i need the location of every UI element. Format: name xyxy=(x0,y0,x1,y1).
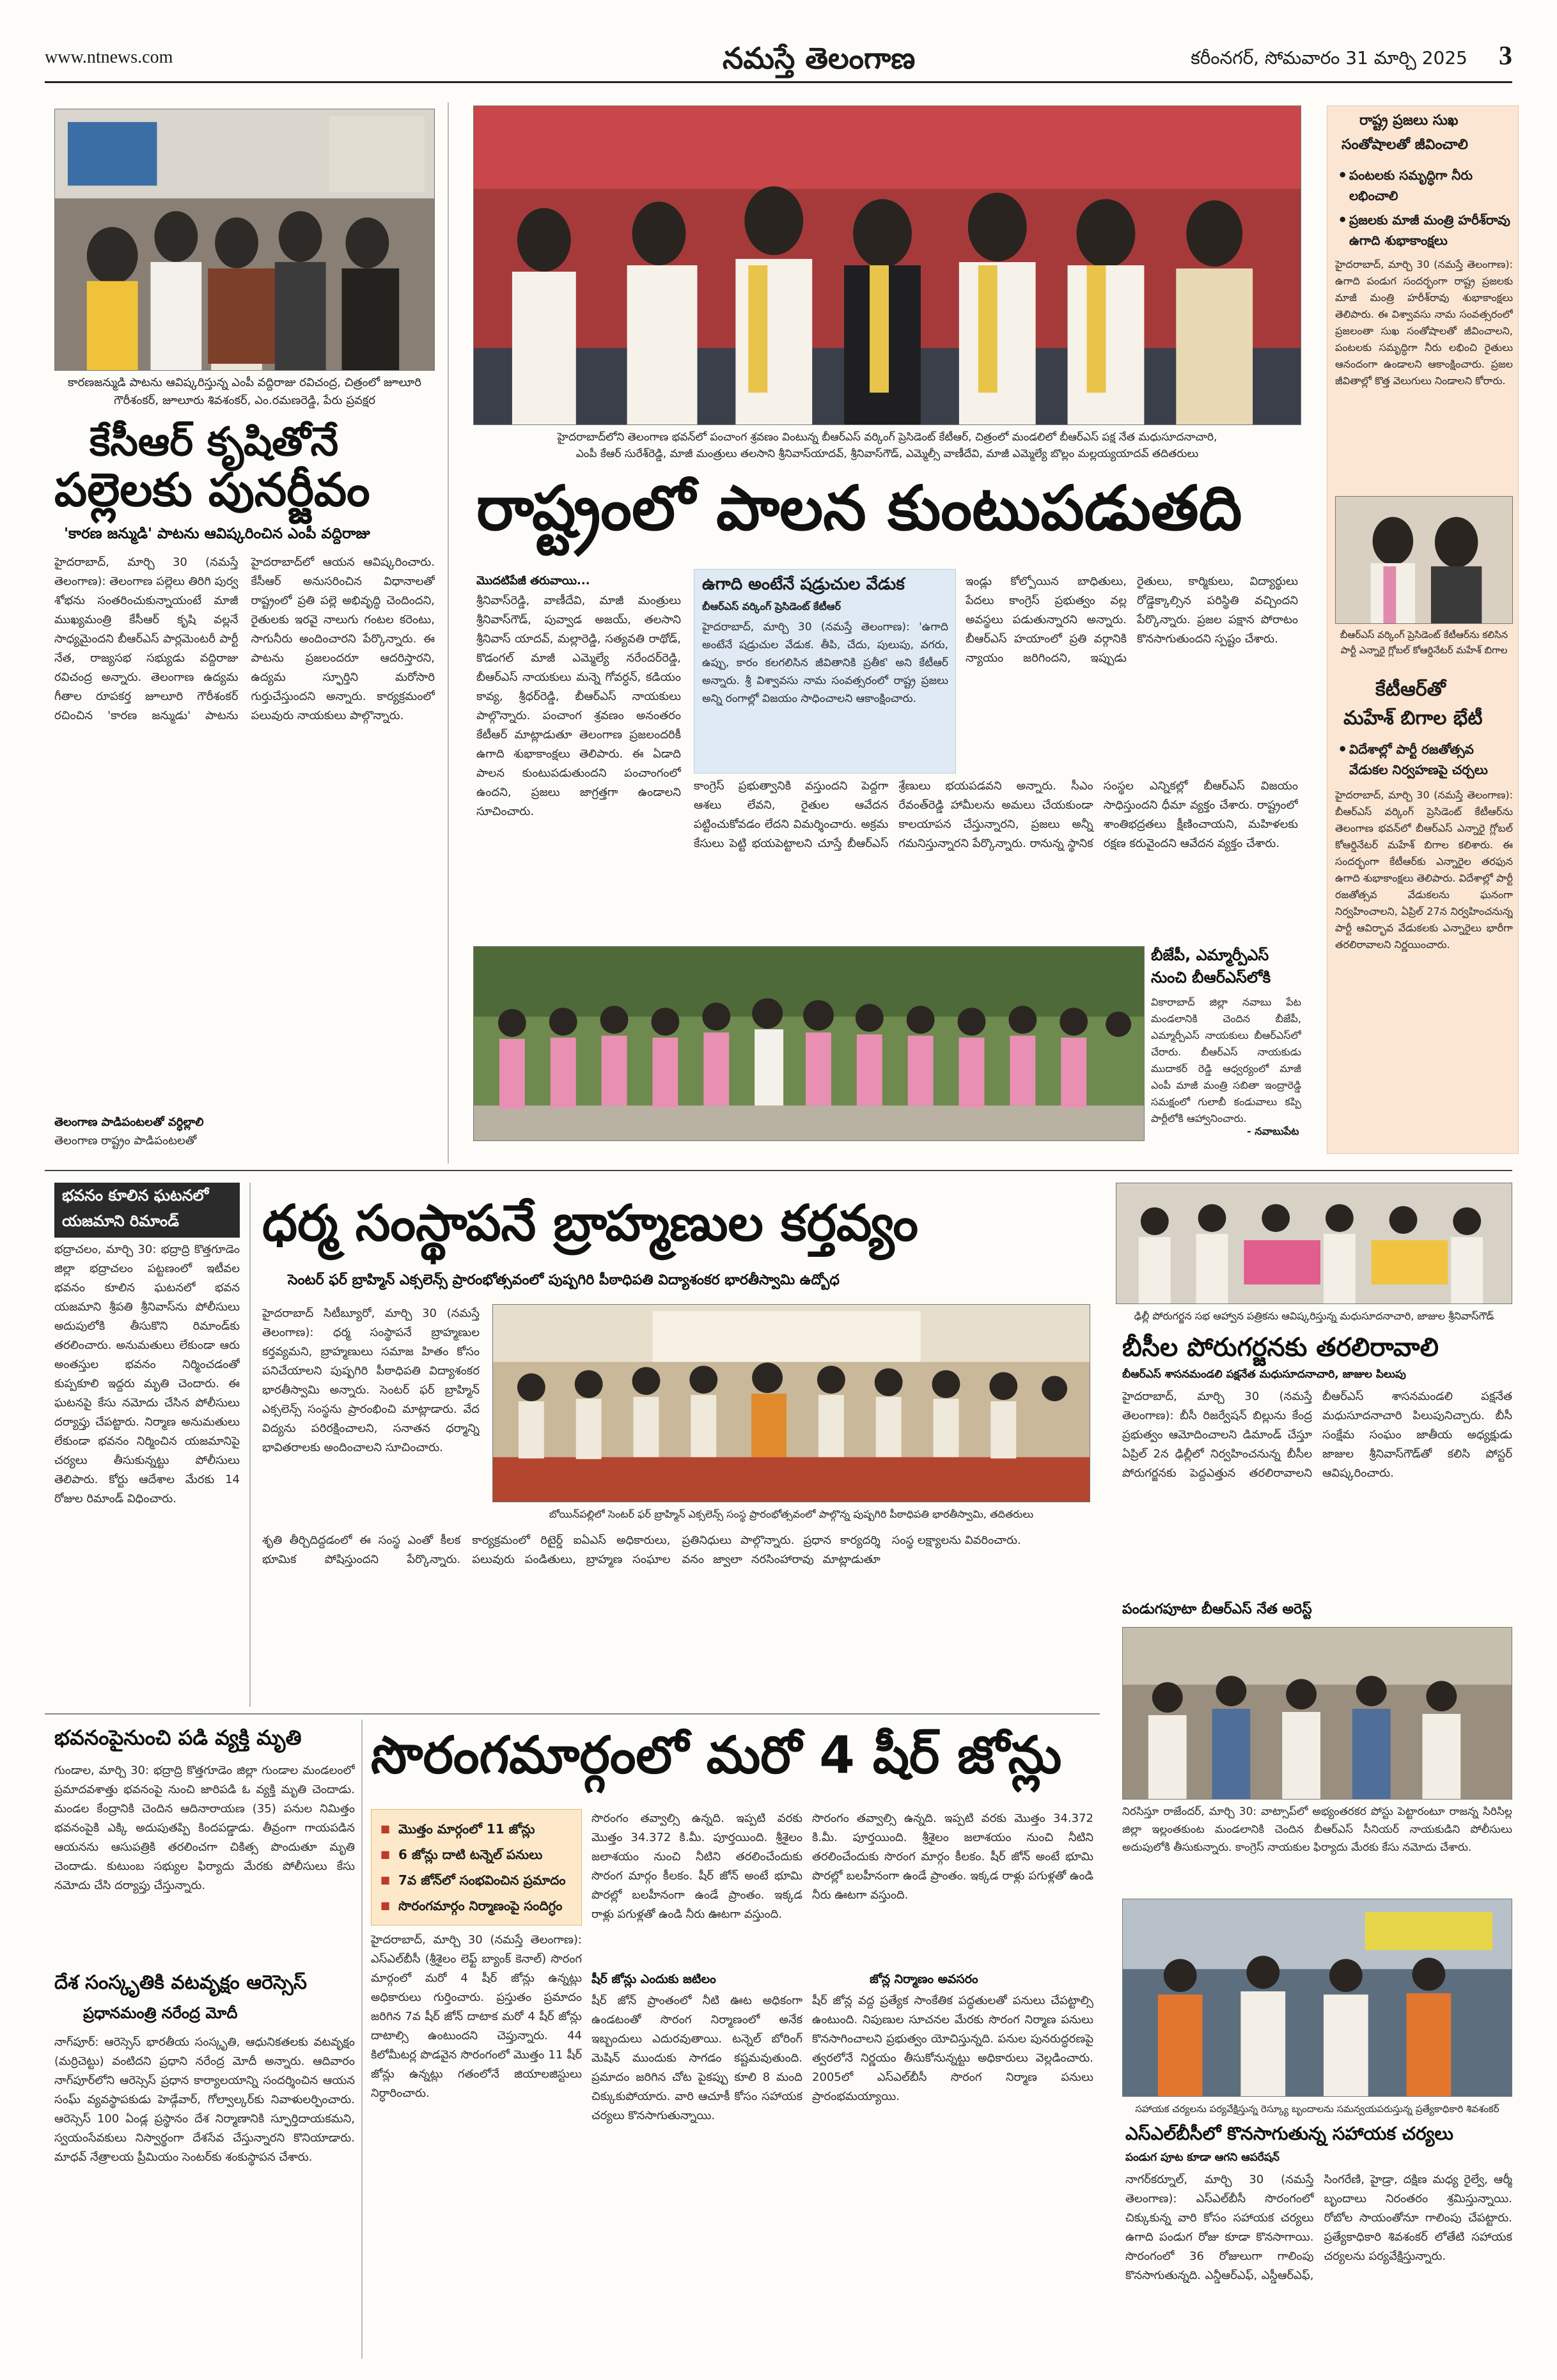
song-launch-photo xyxy=(54,109,435,371)
arrest-caption: నిరసిస్తూ రాజేందర్, మార్చి 30: వాట్సాప్‌లో అభ్యంతరకర పోస్టు పెట్టారంటూ రాజన్న సిరిసిల్ల జిల్లా ఇల్లంతకుంట మండలానికి చెందిన బీఆర్ఎస్ సీనియర్ నాయకుడిని పోలీసులు అదుపులోకి తీసుకున్నారు. కాంగ్రెస్ నాయకుల ఫిర్యాదు మేరకు కేసు నమోదు చేశారు. xyxy=(1122,1805,1512,1854)
ktr-mahesh-bullet-1: • విదేశాల్లో పార్టీ రజతోత్సవ వేడుకల నిర్వహణపై చర్చలు xyxy=(1335,739,1514,780)
dharma-photo xyxy=(492,1304,1090,1502)
kcr-subhead: 'కారణ జన్ముడి' పాటను ఆవిష్కరించిన ఎంపీ వద్దిరాజు xyxy=(64,525,370,542)
ktr-mahesh-headline-2: మహేశ్ బిగాల భేటీ xyxy=(1343,707,1483,729)
dharma-body-left: హైదరాబాద్ సిటీబ్యూరో, మార్చి 30 (నమస్తే తెలంగాణ): ధర్మ సంస్థాపనే బ్రాహ్మణుల కర్తవ్యమని, బ్రాహ్మణులు సమాజ హితం కోసం పనిచేయాలని పుష్పగిరి పీఠాధిపతి విద్యాశంకర భారతీస్వామి అన్నారు. సెంటర్ ఫర్ బ్రాహ్మిన్ ఎక్సలెన్స్ సంస్థను ప్రారంభించి మాట్లాడారు. వేద విద్యను పరిరక్షించాలని, సనాతన ధర్మాన్ని భావితరాలకు అందించాలని సూచించారు. xyxy=(262,1307,480,1454)
section-divider-2 xyxy=(45,1713,1100,1715)
sidebar-title-2: సంతోషాలతో జీవించాలి xyxy=(1342,137,1468,153)
lead-body-bottom: కాంగ్రెస్ ప్రభుత్వానికి వస్తుందని పెద్దగా ఆశలు లేవని, రైతుల ఆవేదన పట్టించుకోవడం లేదని విమర్శించారు. అక్రమ కేసులు పెట్టి భయపెట్టాలని చూస్తే బీఆర్ఎస్ శ్రేణులు భయపడవని అన్నారు. సీఎం రేవంత్‌రెడ్డి హామీలను అమలు చేయకుండా కాలయాపన చేస్తున్నారని, ప్రజలు అన్నీ గమనిస్తున్నారని పేర్కొన్నారు. రానున్న స్థానిక సంస్థల ఎన్నికల్లో బీఆర్ఎస్ విజయం సాధిస్తుందని ధీమా వ్యక్తం చేశారు. రాష్ట్రంలో శాంతిభద్రతలు క్షీణించాయని, మహిళలకు రక్షణ కరువైందని ఆవేదన వ్యక్తం చేశారు. xyxy=(694,779,1298,850)
ugadi-box-title: ఉగాది అంటేనే షడ్రుచుల వేడుక xyxy=(702,575,905,594)
kcr-tail-body: తెలంగాణ రాష్ట్రం పాడిపంటలతో xyxy=(54,1134,197,1147)
bc-body: హైదరాబాద్, మార్చి 30 (నమస్తే తెలంగాణ): బీసీ రిజర్వేషన్ బిల్లును కేంద్ర ప్రభుత్వం ఆమోదించాలని డిమాండ్ చేస్తూ ఏప్రిల్ 2న ఢిల్లీలో నిర్వహించనున్న బీసీల పోరుగర్జనకు పెద్దఎత్తున తరలిరావాలని బీఆర్ఎస్ శాసనమండలి పక్షనేత మధుసూదనాచారి పిలుపునిచ్చారు. బీసీ సంక్షేమ సంఘం జాతీయ అధ్యక్షుడు జాజుల శ్రీనివాస్‌గౌడ్‌తో కలిసి పోస్టర్ ఆవిష్కరించారు. xyxy=(1122,1390,1512,1480)
bc-photo-caption: ఢిల్లీ పోరుగర్జన సభ ఆహ్వాన పత్రికను ఆవిష్కరిస్తున్న మధుసూదనాచారి, జాజుల శ్రీనివాస్‌గౌడ్ xyxy=(1134,1310,1494,1322)
building-collapse-body: భద్రాచలం, మార్చి 30: భద్రాద్రి కొత్తగూడెం జిల్లా భద్రాచలం పట్టణంలో ఇటీవల భవనం కూలిన ఘటనలో భవన యజమాని శ్రీపతి శ్రీనివాస్‌ను పోలీసులు అదుపులోకి తీసుకొని రిమాండ్‌కు తరలించారు. అనుమతులు లేకుండా ఆరు అంతస్తుల భవనం నిర్మించడంతో కుప్పకూలి ఇద్దరు మృతి చెందారు. ఈ ఘటనపై కేసు నమోదు చేసిన పోలీసులు దర్యాప్తు చేపట్టారు. నిర్మాణ అనుమతులు లేకుండా భవనం నిర్మించిన యజమానిపై చర్యలు తీసుకున్నట్టు పోలీసులు తెలిపారు. కోర్టు ఆదేశాల మేరకు 14 రోజుల రిమాండ్ విధించారు. xyxy=(54,1243,240,1505)
sheer-bullet-1: ■ మొత్తం మార్గంలో 11 జోన్లు xyxy=(380,1816,572,1842)
rescue-photo-caption: సహాయక చర్యలను పర్యవేక్షిస్తున్న రెస్క్యూ బృందాలను సమన్వయపరుస్తున్న ప్రత్యేకాధికారి శివశంకర్ xyxy=(1135,2103,1499,2115)
kcr-headline-line2: పల్లెలకు పునర్జీవం xyxy=(54,463,370,517)
modi-subhead: ప్రధానమంత్రి నరేంద్ర మోదీ xyxy=(83,2004,238,2022)
sheer-zone-headline: సొరంగమార్గంలో మరో 4 షీర్ జోన్లు xyxy=(371,1725,1062,1785)
arrest-kicker: పండుగపూటా బీఆర్ఎస్ నేత అరెస్ట్ xyxy=(1122,1601,1312,1617)
joining-headline-2: నుంచి బీఆర్ఎస్‌లోకి xyxy=(1151,968,1271,986)
joining-photo xyxy=(473,946,1145,1141)
sheer-bullet-2: ■ 6 జోన్లు దాటి టన్నెల్ పనులు xyxy=(380,1842,572,1867)
sheer-bullet-4: ■ సొరంగమార్గం నిర్మాణంపై సందిగ్ధం xyxy=(380,1893,572,1918)
building-collapse-title-2: యజమాని రిమాండ్ xyxy=(54,1208,240,1238)
column-divider xyxy=(448,102,449,1163)
column-divider-3 xyxy=(361,1720,363,2359)
song-launch-caption: కారణజన్ముడి పాటను ఆవిష్కరిస్తున్న ఎంపీ వద్దిరాజు రవిచంద్ర, చిత్రంలో జూలూరి గౌరీశంకర్, జూలూరు శివశంకర్, ఎం.రమణరెడ్డి, పేరు ప్రవక్షర xyxy=(68,376,421,407)
sidebar-bullets xyxy=(1335,165,1514,254)
sheer-body-4: షీర్ జోన్ల వద్ద ప్రత్యేక సాంకేతిక పద్ధతులతో పనులు చేపట్టాల్సి ఉంటుంది. నిపుణుల సూచనల మేరకు సొరంగ నిర్మాణ పనులు కొనసాగించాలని ప్రభుత్వం యోచిస్తున్నది. పనుల పునరుద్ధరణపై త్వరలోనే నిర్ణయం తీసుకోనున్నట్టు అధికారులు వెల్లడించారు. 2005లో ఎస్ఎల్‌బీసీ సొరంగ నిర్మాణ పనులు ప్రారంభమయ్యాయి. xyxy=(812,1994,1093,2103)
fell-headline: భవనంపైనుంచి పడి వ్యక్తి మృతి xyxy=(54,1725,302,1750)
sheer-kicker-3: జోన్ల నిర్మాణం అవసరం xyxy=(870,1972,978,1986)
masthead xyxy=(45,38,1512,83)
page-number: 3 xyxy=(1499,42,1512,71)
modi-body: నాగ్‌పూర్: ఆరెస్సెస్ భారతీయ సంస్కృతి, ఆధునికతలకు వటవృక్షం (మర్రిచెట్టు) వంటిదని ప్రధాని నరేంద్ర మోదీ అన్నారు. ఆదివారం నాగ్‌పూర్‌లోని ఆరెస్సెస్ ప్రధాన కార్యాలయాన్ని సందర్శించిన ఆయన సంఘ్ వ్యవస్థాపకుడు హెడ్గేవార్, గోల్వాల్కర్‌కు నివాళులర్పించారు. ఆరెస్సెస్ 100 ఏండ్ల ప్రస్థానం దేశ నిర్మాణానికి స్ఫూర్తిదాయకమని, స్వయంసేవకులు నిస్వార్థంగా దేశసేవ చేస్తున్నారని కొనియాడారు. మాధవ్ నేత్రాలయ ప్రీమియం సెంటర్‌కు శంకుస్థాపన చేశారు. xyxy=(54,2035,355,2164)
joining-body: వికారాబాద్ జిల్లా నవాబు పేట మండలానికి చెందిన బీజేపీ, ఎమ్మార్పీఎస్ నాయకులు బీఆర్ఎస్‌లో చేరారు. బీఆర్ఎస్ నాయకుడు ముదాకర్ రెడ్డి ఆధ్వర్యంలో మాజీ ఎంపీ మాజీ మంత్రి సబితా ఇంద్రారెడ్డి సమక్షంలో గులాబీ కండువాలు కప్పి పార్టీలోకి ఆహ్వానించారు. xyxy=(1151,996,1301,1124)
arrest-photo xyxy=(1122,1627,1512,1800)
dharma-body-bottom: శృతి తీర్చిదిద్దడంలో ఈ సంస్థ ఎంతో కీలక భూమిక పోషిస్తుందని పేర్కొన్నారు. కార్యక్రమంలో రిటైర్డ్ ఐఏఎస్ అధికారులు, పలువురు పండితులు, బ్రాహ్మణ సంఘాల ప్రతినిధులు పాల్గొన్నారు. ప్రధాన కార్యదర్శి వనం జ్వాలా నరసింహారావు మాట్లాడుతూ సంస్థ లక్ష్యాలను వివరించారు. xyxy=(262,1534,1021,1566)
ugadi-box xyxy=(694,569,956,774)
rescue-body: నాగర్‌కర్నూల్, మార్చి 30 (నమస్తే తెలంగాణ): ఎస్ఎల్‌బీసీ సొరంగంలో చిక్కుకున్న వారి కోసం సహాయక చర్యలు ఉగాది పండుగ రోజు కూడా కొనసాగాయి. సొరంగంలో 36 రోజులుగా గాలింపు కొనసాగుతున్నది. ఎన్డీఆర్ఎఫ్, ఎస్డీఆర్ఎఫ్, సింగరేణి, హైడ్రా, దక్షిణ మధ్య రైల్వే, ఆర్మీ బృందాలు నిరంతరం శ్రమిస్తున్నాయి. రోబోల సాయంతోనూ గాలింపు చేపట్టారు. ప్రత్యేకాధికారి శివశంకర్ లోతేటి సహాయక చర్యలను పర్యవేక్షిస్తున్నారు. xyxy=(1125,2173,1512,2282)
ktr-mahesh-caption: బీఆర్ఎస్ వర్కింగ్ ప్రెసిడెంట్ కేటీఆర్‌ను కలిసిన పార్టీ ఎన్నారై గ్లోబల్ కోఆర్డినేటర్ మహేశ్ బిగాల xyxy=(1340,629,1508,656)
sheer-zone-bullets xyxy=(371,1809,582,1925)
column-divider-2 xyxy=(249,1183,251,1707)
sheer-bullet-3: ■ 7వ జోన్‌లో సంభవించిన ప్రమాదం xyxy=(380,1867,572,1893)
sheer-body-4-top: సొరంగం తవ్వాల్సి ఉన్నది. ఇప్పటి వరకు మొత్తం 34.372 కి.మీ. పూర్తయింది. శ్రీశైలం జలాశయం నుంచి నీటిని తరలించేందుకు సొరంగ మార్గం కీలకం. షీర్ జోన్ అంటే భూమి పొరల్లో బలహీనంగా ఉండే ప్రాంతం. ఇక్కడ రాళ్లు పగుళ్లతో ఉండి నీరు ఊటగా వస్తుంది. xyxy=(812,1812,1093,1902)
kcr-body: హైదరాబాద్, మార్చి 30 (నమస్తే తెలంగాణ): తెలంగాణ పల్లెలు తిరిగి పుర్వ శోభను సంతరించుకున్నాయంటే మాజీ ముఖ్యమంత్రి కేసీఆర్ కృషి వల్లనే సాధ్యమైందని బీఆర్ఎస్ పార్లమెంటరీ పార్టీ నేత, రాజ్యసభ సభ్యుడు వద్దిరాజు రవిచంద్ర అన్నారు. తెలంగాణ ఉద్యమ గీతాల రూపకర్త జూలూరి గౌరీశంకర్ రచించిన 'కారణ జన్ముడు' పాటను హైదరాబాద్‌లో ఆయన ఆవిష్కరించారు. కేసీఆర్ అనుసరించిన విధానాలతో రాష్ట్రంలో ప్రతి పల్లె అభివృద్ధి చెందిందని, రైతులకు ఇరవై నాలుగు గంటల కరెంటు, సాగునీరు అందించారని పేర్కొన్నారు. ఈ పాటను ప్రజలందరూ ఆదరిస్తారని, ఉద్యమ స్ఫూర్తిని మరోసారి గుర్తుచేస్తుందని అన్నారు. కార్యక్రమంలో పలువురు నాయకులు పాల్గొన్నారు. xyxy=(54,556,435,722)
site-url[interactable]: www.ntnews.com xyxy=(45,47,173,67)
sheer-kicker-1: షీర్ జోన్లు ఎందుకు జటిలం xyxy=(591,1972,716,1986)
dharma-photo-caption: బోయిన్‌పల్లిలో సెంటర్ ఫర్ బ్రాహ్మిన్ ఎక్సలెన్స్ సంస్థ ప్రారంభోత్సవంలో పాల్గొన్న పుష్పగిరి పీఠాధిపతి భారతీస్వామి, తదితరులు xyxy=(549,1508,1034,1520)
right-sidebar xyxy=(1327,105,1519,1154)
sidebar-bullet-2: • ప్రజలకు మాజీ మంత్రి హరీశ్‌రావు ఉగాది శుభాకాంక్షలు xyxy=(1335,210,1514,251)
dateline: కరీంనగర్, సోమవారం 31 మార్చి 2025 xyxy=(1191,47,1467,68)
ktr-photo-caption-2: ఎంపీ కేఆర్ సురేశ్‌రెడ్డి, మాజీ మంత్రులు తలసాని శ్రీనివాస్‌యాదవ్, శ్రీనివాస్‌గౌడ్, ఎమ్మెల్సీ వాణీదేవి, మాజీ ఎమ్మెల్యే బొల్లం మల్లయ్యయాదవ్ తదితరులు xyxy=(575,447,1199,460)
newspaper-name: నమస్తే తెలంగాణ xyxy=(723,41,916,75)
joining-headline-1: బీజేపీ, ఎమ్మార్పీఎస్ xyxy=(1151,946,1269,964)
ktr-mahesh-body: హైదరాబాద్, మార్చి 30 (నమస్తే తెలంగాణ): బీఆర్ఎస్ వర్కింగ్ ప్రెసిడెంట్ కేటీఆర్‌ను తెలంగాణ భవన్‌లో బీఆర్ఎస్ ఎన్నారై గ్లోబల్ కోఆర్డినేటర్ మహేశ్ బిగాల కలిశారు. ఈ సందర్భంగా కేటీఆర్‌కు ఎన్నారైల తరఫున ఉగాది శుభాకాంక్షలు తెలిపారు. విదేశాల్లో పార్టీ రజతోత్సవ వేడుకలను ఘనంగా నిర్వహించాలని, ఏప్రిల్ 27న నిర్వహించనున్న పార్టీ ఆవిర్భావ వేడుకలకు ఎన్నారైలు భారీగా తరలిరావాలని నిర్ణయించారు. xyxy=(1335,789,1513,951)
building-collapse-title-1: భవనం కూలిన ఘటనలో xyxy=(54,1183,240,1212)
ktr-mahesh-photo xyxy=(1335,496,1513,624)
sidebar-bullet-1: • పంటలకు సమృద్ధిగా నీరు లభించాలి xyxy=(1335,165,1514,206)
lead-body-col2: ఇండ్లు కోల్పోయిన బాధితులు, పేదలు కాంగ్రెస్ ప్రభుత్వం వల్ల అవస్థలు పడుతున్నారని అన్నారు. బీఆర్ఎస్ హయాంలో ప్రతి వర్గానికి న్యాయం జరిగిందని, ఇప్పుడు రైతులు, కార్మికులు, విద్యార్థులు రోడ్డెక్కాల్సిన పరిస్థితి వచ్చిందని పేర్కొన్నారు. ప్రజల పక్షాన పోరాటం కొనసాగుతుందని స్పష్టం చేశారు. xyxy=(966,575,1298,665)
bc-poster-photo xyxy=(1116,1183,1512,1304)
sheer-body-2: సొరంగం తవ్వాల్సి ఉన్నది. ఇప్పటి వరకు మొత్తం 34.372 కి.మీ. పూర్తయింది. శ్రీశైలం జలాశయం నుంచి నీటిని తరలించేందుకు సొరంగ మార్గం కీలకం. షీర్ జోన్ అంటే భూమి పొరల్లో బలహీనంగా ఉండే ప్రాంతం. ఇక్కడ రాళ్లు పగుళ్లతో ఉండి నీరు ఊటగా వస్తుంది. xyxy=(591,1812,802,1921)
ugadi-box-byline: బీఆర్ఎస్ వర్కింగ్ ప్రెసిడెంట్ కేటీఆర్ xyxy=(702,600,841,612)
kcr-headline-line1: కేసీఆర్ కృషితోనే xyxy=(90,418,339,465)
joining-dateline: - నవాబుపేట xyxy=(1247,1125,1299,1137)
sheer-body-3: షీర్ జోన్ ప్రాంతంలో నీటి ఊట అధికంగా ఉండటంతో సొరంగ నిర్మాణంలో అనేక ఇబ్బందులు ఎదురవుతాయి. టన్నెల్ బోరింగ్ మెషిన్ ముందుకు సాగడం కష్టమవుతుంది. ప్రమాదం జరిగిన చోట పైకప్పు కూలి 8 మంది చిక్కుకుపోయారు. వారి ఆచూకీ కోసం సహాయక చర్యలు కొనసాగుతున్నాయి. xyxy=(591,1994,802,2122)
ktr-mahesh-bullet xyxy=(1335,739,1514,784)
sidebar-body: హైదరాబాద్, మార్చి 30 (నమస్తే తెలంగాణ): ఉగాది పండుగ సందర్భంగా రాష్ట్ర ప్రజలకు మాజీ మంత్రి హరీశ్‌రావు శుభాకాంక్షలు తెలిపారు. ఈ విశ్వావసు నామ సంవత్సరంలో ప్రజలంతా సుఖ సంతోషాలతో జీవించాలని, పంటలకు సమృద్ధిగా నీరు లభించి రైతులు ఆనందంగా ఉండాలని ఆకాంక్షించారు. ప్రజల జీవితాల్లో కొత్త వెలుగులు నిండాలని కోరారు. xyxy=(1335,258,1513,387)
lead-body-col1: శ్రీనివాస్‌రెడ్డి, వాణీదేవి, మాజీ మంత్రులు శ్రీనివాస్‌గౌడ్, పువ్వాడ అజయ్, తలసాని శ్రీనివాస్ యాదవ్, మల్లారెడ్డి, సత్యవతి రాథోడ్, కొడంగల్ మాజీ ఎమ్మెల్యే నరేందర్‌రెడ్డి, బీఆర్ఎస్ నాయకులు మన్నె గోవర్ధన్, కడియం కావ్య, శ్రీధర్‌రెడ్డి, బీఆర్ఎస్ నాయకులు పాల్గొన్నారు. పంచాంగ శ్రవణం అనంతరం కేటీఆర్ మాట్లాడుతూ తెలంగాణ ప్రజలందరికీ ఉగాది శుభాకాంక్షలు తెలిపారు. ఈ ఏడాది పాలన కుంటుపడుతుందని పంచాంగంలో ఉందని, ప్రజలు జాగ్రత్తగా ఉండాలని సూచించారు. xyxy=(476,594,681,818)
ktr-panchangam-photo xyxy=(473,105,1301,425)
dharma-subhead: సెంటర్ ఫర్ బ్రాహ్మిన్ ఎక్సలెన్స్ ప్రారంభోత్సవంలో పుష్పగిరి పీఠాధిపతి విద్యాశంకర భారతీస్వామి ఉద్బోధ xyxy=(288,1272,840,1288)
fell-body: గుండాల, మార్చి 30: భద్రాద్రి కొత్తగూడెం జిల్లా గుండాల మండలంలో ప్రమాదవశాత్తు భవనంపై నుంచి జారిపడి ఓ వ్యక్తి మృతి చెందాడు. మండల కేంద్రానికి చెందిన ఆదినారాయణ (35) పనుల నిమిత్తం భవనంపైకి ఎక్కి అదుపుతప్పి కిందపడ్డాడు. తీవ్రంగా గాయపడిన ఆయనను ఆసుపత్రికి తరలించగా చికిత్స పొందుతూ మృతి చెందాడు. కుటుంబ సభ్యుల ఫిర్యాదు మేరకు పోలీసులు కేసు నమోదు చేసి దర్యాప్తు చేస్తున్నారు. xyxy=(54,1764,355,1892)
kcr-tail-kicker: తెలంగాణ పాడిపంటలతో వర్ధిల్లాలి xyxy=(54,1116,204,1129)
rescue-headline: ఎస్ఎల్‌బీసీలో కొనసాగుతున్న సహాయక చర్యలు xyxy=(1125,2123,1453,2144)
sheer-body-1: హైదరాబాద్, మార్చి 30 (నమస్తే తెలంగాణ): ఎస్ఎల్‌బీసీ (శ్రీశైలం లెఫ్ట్ బ్యాంక్ కెనాల్) సొరంగ మార్గంలో మరో 4 షీర్ జోన్లు ఉన్నట్లు అధికారులు గుర్తించారు. ప్రస్తుతం ప్రమాదం జరిగిన 7వ షీర్ జోన్ దాటాక మరో 4 షీర్ జోన్లు దాటాల్సి ఉంటుందని చెప్తున్నారు. 44 కిలోమీటర్ల పొడవైన సొరంగంలో మొత్తం 11 షీర్ జోన్లు ఉన్నట్లు గతంలోనే జియాలజిస్టులు నిర్ధారించారు. xyxy=(371,1933,582,2100)
lead-continued-kicker: మొదటిపేజీ తరువాయి... xyxy=(476,574,590,587)
sidebar-title-1: రాష్ట్ర ప్రజలు సుఖ xyxy=(1359,113,1459,128)
bc-subhead: బీఆర్ఎస్ శాసనమండలి పక్షనేత మధుసూదనాచారి, జాజుల పిలుపు xyxy=(1122,1368,1406,1381)
rescue-photo xyxy=(1122,1899,1512,2097)
modi-headline: దేశ సంస్కృతికి వటవృక్షం ఆరెస్సెస్ xyxy=(54,1972,307,1994)
bc-headline: బీసీల పోరుగర్జనకు తరలిరావాలి xyxy=(1122,1333,1439,1362)
ktr-photo-caption-1: హైదరాబాద్‌లోని తెలంగాణ భవన్‌లో పంచాంగ శ్రవణం వింటున్న బీఆర్ఎస్ వర్కింగ్ ప్రెసిడెంట్ కేటీఆర్, చిత్రంలో మండలిలో బీఆర్ఎస్ పక్ష నేత మధుసూదనాచారి, xyxy=(557,431,1217,444)
dharma-headline: ధర్మ సంస్థాపనే బ్రాహ్మణుల కర్తవ్యం xyxy=(262,1195,919,1252)
ugadi-box-body: హైదరాబాద్, మార్చి 30 (నమస్తే తెలంగాణ): 'ఉగాది అంటేనే షడ్రుచుల వేడుక. తీపి, చేదు, పులుపు, వగరు, ఉప్పు, కారం కలగలిసిన జీవితానికి ప్రతీక' అని కేటీఆర్ అన్నారు. శ్రీ విశ్వావసు నామ సంవత్సరంలో రాష్ట్ర ప్రజలు అన్ని రంగాల్లో విజయం సాధించాలని ఆకాంక్షించారు. xyxy=(702,621,948,705)
ktr-mahesh-headline-1: కేటీఆర్‌తో xyxy=(1375,678,1446,701)
rescue-subhead: పండుగ పూట కూడా ఆగని ఆపరేషన్ xyxy=(1125,2151,1279,2164)
lead-headline: రాష్ట్రంలో పాలన కుంటుపడుతది xyxy=(476,472,1242,544)
section-divider xyxy=(45,1170,1512,1171)
